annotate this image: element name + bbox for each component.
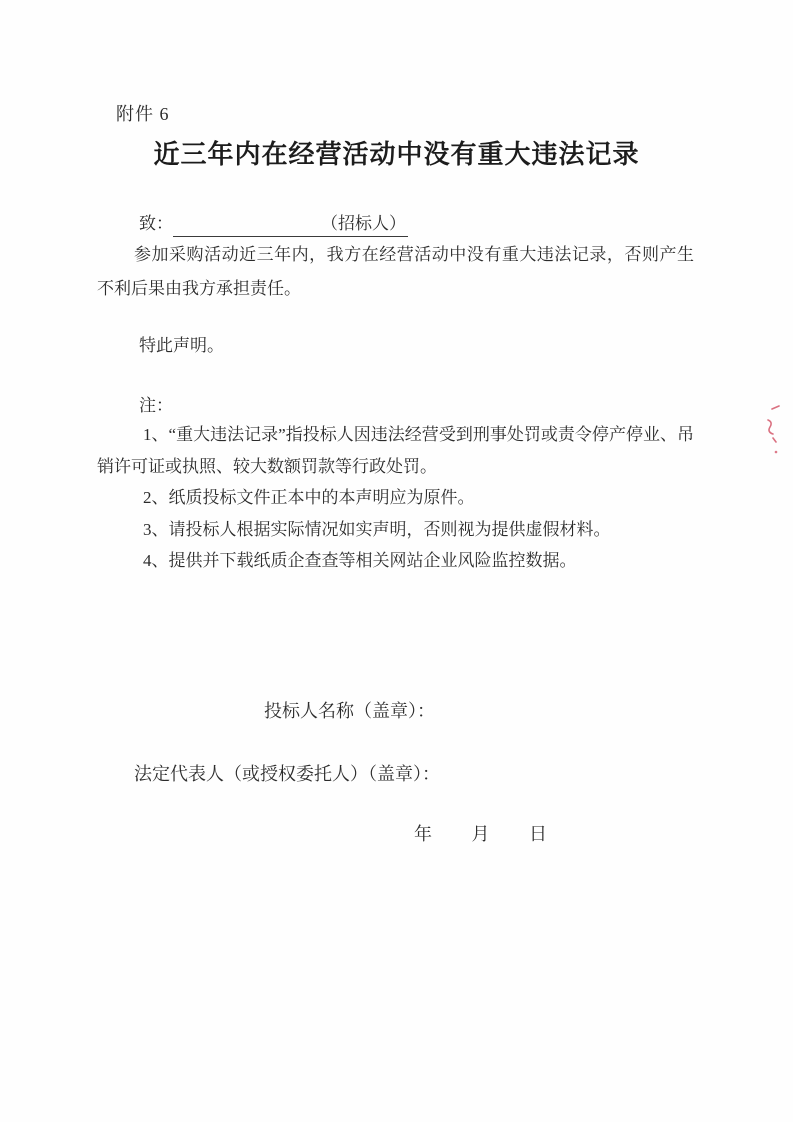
legal-representative-seal-label: 法定代表人（或授权委托人）（盖章）：: [134, 764, 440, 784]
date-line: [414, 820, 547, 846]
salutation-suffix: （招标人）: [319, 209, 408, 237]
note-item-3: 3、请投标人根据实际情况如实声明，否则视为提供虚假材料。: [143, 519, 611, 539]
attachment-number-label: 附件 6: [116, 104, 170, 124]
note-item-2: 2、纸质投标文件正本中的本声明应为原件。: [143, 488, 475, 507]
bidder-name-seal-label: 投标人名称（盖章）：: [264, 701, 435, 721]
date-year-label: 年: [414, 824, 432, 844]
date-day-label: 日: [529, 824, 547, 844]
note-item-4: 4、提供并下载纸质企查查等相关网站企业风险监控数据。: [143, 551, 577, 570]
note-item-1: 1、“重大违法记录”指投标人因违法经营受到刑事处罚或责令停产停业、吊销许可证或执照、较大数额罚款等行政处罚。: [97, 425, 694, 476]
date-month-label: 月: [471, 824, 490, 844]
document-title: 近三年内在经营活动中没有重大违法记录: [153, 140, 640, 169]
hereby-declare-line: 特此声明。: [139, 336, 224, 355]
salutation-line: [97, 209, 697, 237]
notes-heading: 注：: [139, 396, 173, 415]
addressee-fill-in-blank: [173, 217, 319, 237]
declaration-body-paragraph: 参加采购活动近三年内，我方在经营活动中没有重大违法记录，否则产生不利后果由我方承担责任。: [97, 245, 694, 298]
salutation-prefix: 致：: [139, 214, 173, 233]
red-pen-edge-mark-icon: [756, 396, 788, 468]
notes-list: [97, 419, 694, 577]
